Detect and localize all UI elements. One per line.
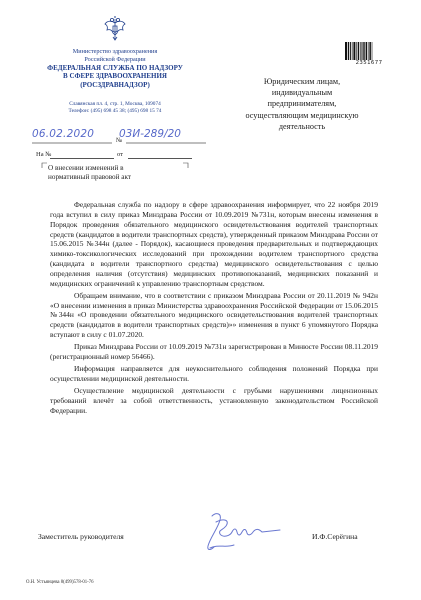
barcode-bar — [352, 42, 353, 60]
agency-line: ФЕДЕРАЛЬНАЯ СЛУЖБА ПО НАДЗОРУ — [47, 64, 183, 72]
reply-number-label: На № — [36, 151, 52, 158]
letter-subject — [48, 164, 178, 183]
recipient-line: деятельность — [278, 121, 326, 131]
recipient-line: предпринимателям, — [267, 99, 337, 109]
address-line: Славянская пл. 4, стр. 1, Москва, 109074 — [69, 101, 161, 107]
ministry-name — [40, 48, 190, 63]
handwritten-signature — [196, 508, 286, 556]
barcode-bar — [360, 42, 361, 60]
barcode-number: 2351677 — [355, 60, 383, 66]
barcode-bar — [372, 42, 373, 60]
barcode-bar — [348, 42, 349, 60]
recipient-line: Юридическим лицам, — [263, 77, 341, 86]
body-paragraph: Обращаем внимание, что в соответствии с приказом Минздрава России от 20.11.2019 № 942н «О внесении изменения в приказ Министерства здравоохранения Российской Федерации от 15.06.2015 №344н «О проведении обязательного медицинского освидетельствования водителей транспортных средств (кандидатов в водители транспортных средств)»» изменения в пункт 6 упомянутого Порядка вступают в силу с 01.07.2020. — [50, 290, 378, 340]
body-paragraph: Осуществление медицинской деятельности с грубыми нарушениями лицензионных требований влечёт за собой ответственность, установленную законодательством Российской Федерации. — [50, 385, 378, 415]
agency-line: В СФЕРЕ ЗДРАВООХРАНЕНИЯ — [63, 72, 167, 81]
executor-contact: О.Н. Устьянцева 8(499)578-01-76 — [26, 580, 94, 585]
barcode-bar — [353, 42, 355, 60]
reply-from-label: от — [117, 151, 124, 158]
agency-name — [40, 64, 190, 89]
ministry-line: Министерство здравоохранения — [72, 48, 158, 55]
registration-date: 06.02.2020 — [32, 128, 95, 140]
body-paragraph: Приказ Минздрава России от 10.09.2019 №731н зарегистрирован в Минюсте России 08.11.2019 (регистрационный номер 56466). — [50, 342, 378, 362]
body-paragraph: Информация направляется для неукоснительного соблюдения положений Порядка при осуществлении медицинской деятельности. — [50, 364, 378, 383]
ministry-line: Российской Федерации — [84, 55, 146, 63]
barcode-bar — [366, 42, 368, 60]
registration-number: 03И-289/20 — [119, 128, 181, 140]
barcode — [344, 42, 394, 60]
svg-text:№: № — [116, 137, 123, 144]
barcode-bar — [345, 42, 347, 60]
signatory-name: И.Ф.Серёгина — [312, 532, 358, 541]
barcode-bar — [368, 42, 369, 60]
barcode-bar — [358, 42, 360, 60]
letter-body — [50, 200, 378, 418]
barcode-bar — [350, 42, 351, 60]
barcode-bar — [362, 42, 363, 60]
agency-line: (РОСЗДРАВНАДЗОР) — [80, 80, 150, 89]
body-paragraph: Федеральная служба по надзору в сфере здравоохранения информирует, что 22 ноября 2019 года вступил в силу приказ Минздрава России от 10.09.2019 №731н, которым внесены изменения в Порядок проведения обязательного медицинского освидетельствования водителей транспортных средств (кандидатов в водители транспортных средств), утвержденный приказом Минздрава России от 15.06.2015 №344н (далее - Порядок), касающиеся проведения предварительных и подтверждающих химико-токсикологических исследований при прохождении водителем транспортного средства (кандидата в водители транспортного средства) медицинского освидетельствования с целью определения наличия (отсутствия) медицинских противопоказаний, медицинских показаний и медицинских ограничений к управлению транспортным средством. — [50, 200, 378, 288]
address-line: Телефон: (495) 698 45 38; (495) 698 15 74 — [68, 107, 162, 114]
coat-of-arms-emblem-icon — [104, 16, 126, 42]
signatory-position: Заместитель руководителя — [38, 532, 124, 541]
barcode-bar — [356, 42, 357, 60]
barcode-bar — [363, 42, 364, 60]
reply-number-line — [50, 158, 114, 159]
recipient-line: осуществляющим медицинскую — [245, 110, 359, 120]
subject-line: нормативный правовой акт — [48, 173, 132, 182]
barcode-bar — [369, 42, 371, 60]
recipient-line: индивидуальным — [271, 88, 333, 98]
recipient-block — [228, 76, 376, 132]
agency-address — [40, 101, 190, 115]
subject-line: О внесении изменений в — [48, 164, 124, 172]
reply-from-line — [128, 158, 192, 159]
